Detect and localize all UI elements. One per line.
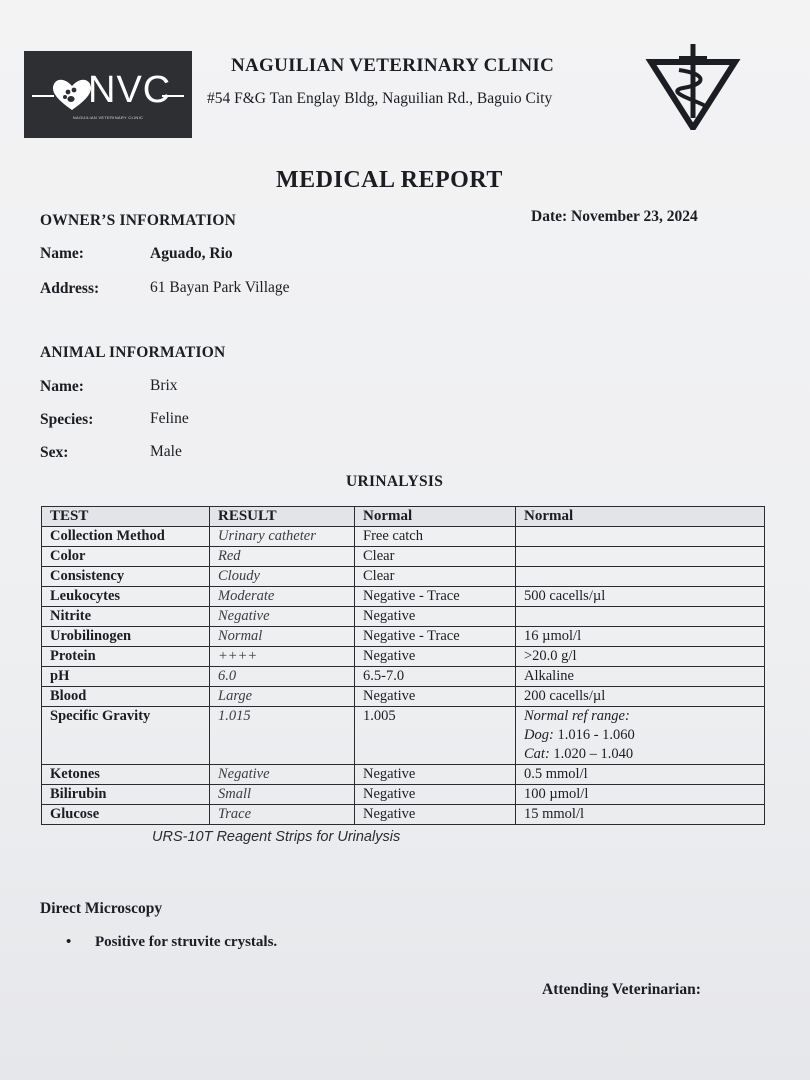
table-row (42, 607, 765, 627)
ref-range-dog (524, 726, 756, 745)
table-caption: URS-10T Reagent Strips for Urinalysis (152, 829, 401, 845)
test-result: Cloudy (210, 567, 355, 587)
test-result: Small (210, 785, 355, 805)
animal-sex: Male (150, 443, 182, 460)
test-normal-range: 200 cacells/µl (516, 687, 765, 707)
test-normal: 6.5-7.0 (355, 667, 516, 687)
table-row (42, 627, 765, 647)
header-normal-2: Normal (516, 507, 765, 527)
logo-subtitle: NAGUILIAN VETERINARY CLINIC (72, 115, 144, 120)
table-header-row (42, 507, 765, 527)
animal-species: Feline (150, 410, 189, 427)
table-row (42, 707, 765, 765)
attending-veterinarian-label: Attending Veterinarian: (542, 981, 701, 998)
table-row (42, 805, 765, 825)
test-name: Nitrite (42, 607, 210, 627)
dog-label: Dog: (524, 727, 554, 743)
cat-label: Cat: (524, 746, 550, 762)
test-name: Color (42, 547, 210, 567)
test-normal-range: Alkaline (516, 667, 765, 687)
test-result: Negative (210, 607, 355, 627)
test-normal: Negative - Trace (355, 627, 516, 647)
logo-text: NVC (88, 69, 172, 111)
owner-heading: OWNER’S INFORMATION (40, 212, 236, 229)
test-normal: Negative (355, 687, 516, 707)
ref-range-title: Normal ref range: (524, 708, 630, 724)
animal-sex-label: Sex: (40, 444, 69, 461)
header-normal: Normal (355, 507, 516, 527)
microscopy-finding: Positive for struvite crystals. (95, 934, 278, 950)
table-row (42, 527, 765, 547)
owner-address-label: Address: (40, 280, 100, 297)
test-result: 6.0 (210, 667, 355, 687)
owner-name: Aguado, Rio (150, 245, 233, 262)
test-normal-range (516, 707, 765, 765)
test-normal-range (516, 527, 765, 547)
test-normal-range (516, 607, 765, 627)
test-name: Glucose (42, 805, 210, 825)
veterinary-caduceus-icon (643, 40, 743, 130)
ref-range-cat (524, 745, 756, 764)
test-result: 1.015 (210, 707, 355, 765)
test-name: Collection Method (42, 527, 210, 547)
test-normal: Negative (355, 765, 516, 785)
animal-heading: ANIMAL INFORMATION (40, 344, 226, 361)
test-normal-range: >20.0 g/l (516, 647, 765, 667)
test-normal-range: 0.5 mmol/l (516, 765, 765, 785)
animal-name: Brix (150, 377, 178, 394)
urinalysis-title: URINALYSIS (346, 473, 444, 490)
test-name: Leukocytes (42, 587, 210, 607)
test-result: Trace (210, 805, 355, 825)
table-row (42, 567, 765, 587)
test-result: Moderate (210, 587, 355, 607)
test-normal-range: 500 cacells/µl (516, 587, 765, 607)
table-row (42, 765, 765, 785)
test-normal-range: 100 µmol/l (516, 785, 765, 805)
test-normal: Negative (355, 805, 516, 825)
header-result: RESULT (210, 507, 355, 527)
test-result: Red (210, 547, 355, 567)
test-normal-range: 16 µmol/l (516, 627, 765, 647)
test-normal: Clear (355, 547, 516, 567)
dog-range: 1.016 - 1.060 (557, 727, 635, 743)
test-result: Negative (210, 765, 355, 785)
test-name: Consistency (42, 567, 210, 587)
owner-address: 61 Bayan Park Village (150, 279, 290, 296)
table-row (42, 785, 765, 805)
table-row (42, 587, 765, 607)
report-date: Date: November 23, 2024 (531, 208, 698, 225)
test-normal: Negative (355, 607, 516, 627)
table-row (42, 647, 765, 667)
test-result: ++++ (210, 647, 355, 667)
header-test: TEST (42, 507, 210, 527)
test-normal-range (516, 567, 765, 587)
bullet-icon: • (66, 934, 72, 950)
table-row (42, 687, 765, 707)
test-result: Normal (210, 627, 355, 647)
test-name: Blood (42, 687, 210, 707)
table-row (42, 667, 765, 687)
animal-name-label: Name: (40, 378, 84, 395)
test-normal: Negative (355, 785, 516, 805)
test-name: Protein (42, 647, 210, 667)
animal-species-label: Species: (40, 411, 94, 428)
test-name: Urobilinogen (42, 627, 210, 647)
test-result: Urinary catheter (210, 527, 355, 547)
test-result: Large (210, 687, 355, 707)
owner-name-label: Name: (40, 245, 84, 262)
cat-range: 1.020 – 1.040 (553, 746, 634, 762)
test-normal: Negative - Trace (355, 587, 516, 607)
test-normal-range: 15 mmol/l (516, 805, 765, 825)
test-normal: Clear (355, 567, 516, 587)
report-title: MEDICAL REPORT (276, 167, 503, 193)
test-normal: Free catch (355, 527, 516, 547)
clinic-address: #54 F&G Tan Englay Bldg, Naguilian Rd., Baguio City (207, 90, 553, 107)
urinalysis-table (41, 506, 765, 825)
clinic-name: NAGUILIAN VETERINARY CLINIC (231, 55, 555, 76)
microscopy-heading: Direct Microscopy (40, 900, 163, 917)
test-name: Specific Gravity (42, 707, 210, 765)
test-name: Ketones (42, 765, 210, 785)
table-row (42, 547, 765, 567)
test-normal: Negative (355, 647, 516, 667)
clinic-logo (24, 51, 192, 138)
test-name: pH (42, 667, 210, 687)
test-normal: 1.005 (355, 707, 516, 765)
test-normal-range (516, 547, 765, 567)
test-name: Bilirubin (42, 785, 210, 805)
